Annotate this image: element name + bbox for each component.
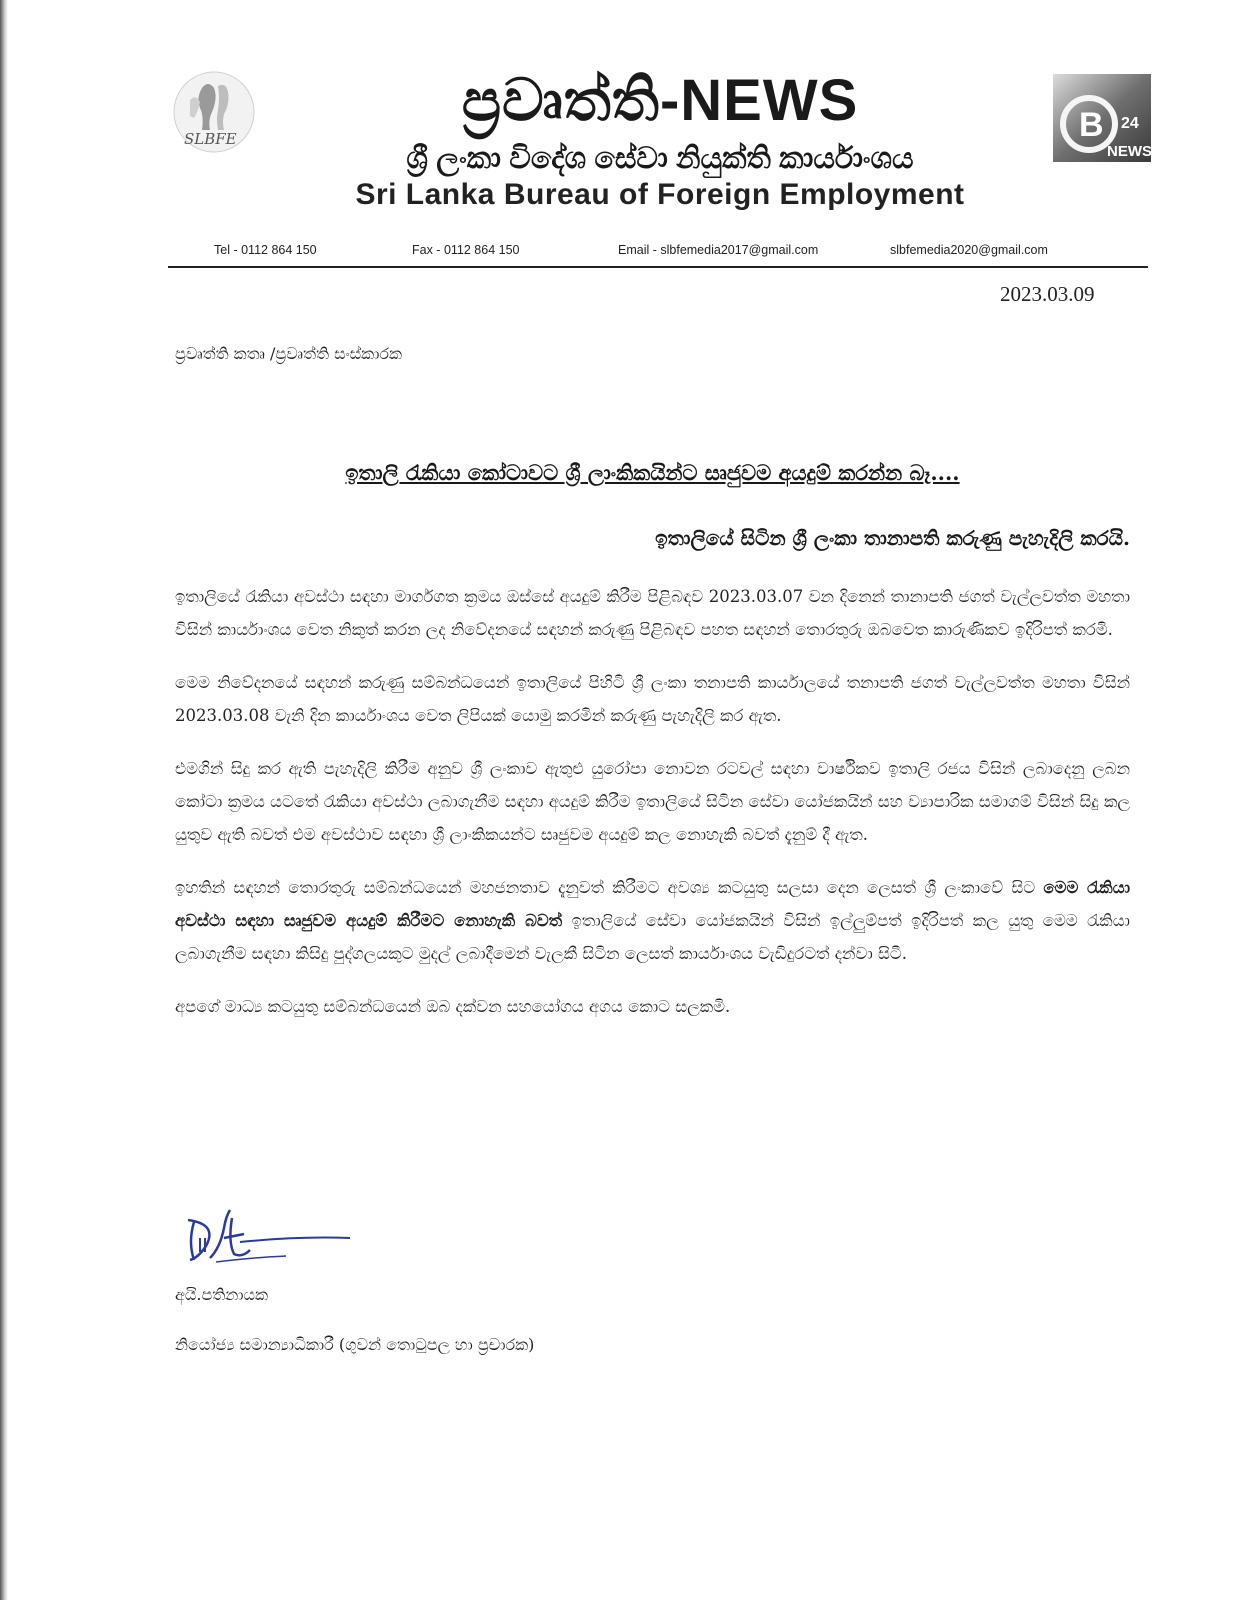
news24-logo (1053, 74, 1151, 162)
letter-date: 2023.03.09 (1000, 282, 1095, 306)
scan-edge-shadow (0, 0, 8, 1600)
logo-left-text: SLBFE (184, 130, 237, 148)
logo-right-number: 24 (1121, 115, 1139, 132)
slbfe-logo (168, 70, 260, 158)
signer-name: අයි.පතිනායක (175, 1285, 269, 1304)
paragraph-4-before: ඉහතින් සඳහන් තොරතුරු සම්බන්ධයෙන් මහජනතාව දැනුවත් කිරීමට අවශ්‍ය කටයුතු සලසා දෙන ලෙසත් ශ්‍රී ලංකාවේ සිට (175, 878, 1044, 897)
subheadline: ඉතාලියේ සිටින ශ්‍රී ලංකා තානාපති කරුණු පැහැදිලි කරයි. (655, 526, 1130, 550)
bureau-name-sinhala: ශ්‍රී ලංකා විදේශ සේවා නියුක්ති කාර්යාංශය (406, 142, 914, 175)
paragraph-4-bold: මෙම රැකියා අවස්ථා සඳහා සෘජුවම අයදුම් කිරීමට නොහැකි බවත් (175, 878, 1131, 930)
paragraph-4 (175, 871, 1130, 970)
contact-email-1: Email - slbfemedia2017@gmail.com (618, 243, 819, 257)
paragraph-3: එමගින් සිදු කර ඇති පැහැදිලි කිරීම අනුව ශ්‍රී ලංකාව ඇතුළු යුරෝපා නොවන රටවල් සඳහා වාර්ෂිකව ඉතාලි රජය විසින් ලබාදෙනු ලබන කෝටා ක්‍රමය යටතේ රැකියා අවස්ථා ලබාගැනීම සඳහා අයදුම් කිරීම ඉතාලියේ සිටින සේවා යෝජකයින් සහ ව්‍යාපාරික සමාගම් විසින් සිදු කල යුතුව ඇති බවත් එම අවස්ථාව සඳහා ශ්‍රී ලාංකිකයන්ට සෘජුවම අයදුම් කල නොහැකි බවත් දැනුම් දී ඇත. (175, 759, 1130, 844)
contact-line (168, 243, 1148, 259)
paragraph-2: මෙම නිවේදනයේ සඳහන් කරුණු සම්බන්ධයෙන් ඉතාලියේ පිහිටි ශ්‍රී ලංකා තනාපති කාර්යාලයේ තනාපති ජගත් වැල්ලවත්ත මහතා විසින් 2023.03.08 වැනි දින කාර්යාංශය වෙත ලිපියක් යොමු කරමින් කරුණු පැහැදිලි කර ඇත. (175, 673, 1130, 725)
signature (180, 1208, 380, 1270)
paragraph-1: ඉතාලියේ රැකියා අවස්ථා සඳහා මාර්ගගත ක්‍රමය ඔස්සේ අයදුම් කිරීම පිළිබඳව 2023.03.07 වන දිනෙන් තානාපති ජගත් වැල්ලවත්ත මහතා විසින් කාර්යාංශය වෙත නිකුත් කරන ලද නිවේදනයේ සඳහන් කරුණු පිළිබඳව පහත සඳහන් තොරතුරු ඔබවෙත කාරුණිකව ඉදිරිපත් කරමි. (175, 587, 1130, 639)
signer-designation: නියෝජ්‍ය සමාන්‍යාධිකාරී (ගුවන් තොටුපල හා ප්‍රචාරක) (175, 1335, 535, 1354)
recipient-line: ප්‍රවෘත්ති කතෘ /ප්‍රවෘත්ති සංස්කාරක (175, 344, 403, 363)
masthead (290, 68, 1030, 212)
contact-fax: Fax - 0112 864 150 (412, 243, 520, 257)
contact-email-2: slbfemedia2020@gmail.com (890, 243, 1048, 257)
letter-body (175, 580, 1130, 1043)
bureau-name-english: Sri Lanka Bureau of Foreign Employment (355, 178, 965, 211)
paragraph-4-after: ඉතාලියේ සේවා යෝජකයින් විසින් ඉල්ලුම්පත් ඉදිරිපත් කල යුතු මෙම රැකියා ලබාගැනීම සඳහා කිසිදු පුද්ගලයකුට මුදල් ලබාදීමෙන් වැලකී සිටින ලෙසත් කාර්යාංශය වැඩිදුරටත් දන්වා සිටී. (175, 911, 1130, 963)
headline: ඉතාලි රැකියා කෝටාවට ශ්‍රී ලාංකිකයින්ට සෘජුවම අයදුම් කරන්න බෑ.... (345, 460, 960, 485)
logo-right-text: NEWS (1107, 143, 1151, 160)
closing-paragraph: අපගේ මාධ්‍ය කටයුතු සම්බන්ධයෙන් ඔබ දක්වන සහයෝගය අගය කොට සලකමි. (175, 997, 731, 1016)
contact-tel: Tel - 0112 864 150 (214, 243, 317, 257)
svg-text:B: B (1079, 106, 1104, 144)
masthead-title: ප්‍රවෘත්ති-NEWS (461, 68, 859, 133)
letterhead-divider (168, 266, 1148, 268)
